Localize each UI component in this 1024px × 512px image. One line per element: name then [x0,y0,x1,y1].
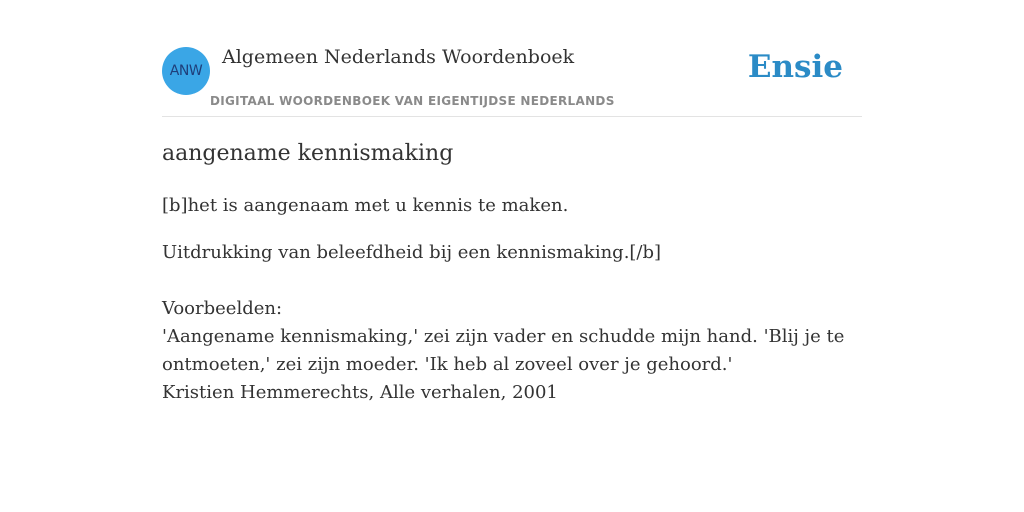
header [162,40,862,117]
examples-label: Voorbeelden: [162,298,283,319]
dictionary-title[interactable]: Algemeen Nederlands Woordenboek [222,46,575,68]
entry-content [162,138,862,407]
example-source: Kristien Hemmerechts, Alle verhalen, 2001 [162,382,558,403]
example-text-line: 'Aangename kennismaking,' zei zijn vader en schudde mijn hand. 'Blij je te [162,326,845,347]
dictionary-subtitle: DIGITAAL WOORDENBOEK VAN EIGENTIJDSE NEDERLANDS [210,94,615,108]
example-text-line: ontmoeten,' zei zijn moeder. 'Ik heb al zoveel over je gehoord.' [162,354,733,375]
ensie-logo[interactable]: Ensie [747,49,843,85]
examples-block [162,295,862,407]
anw-logo[interactable]: ANW [162,47,210,95]
entry-explanation-line: Uitdrukking van beleefdheid bij een kennismaking.[/b] [162,242,662,263]
entry-title: aangename kennismaking [162,141,454,166]
entry-definition-line: [b]het is aangenaam met u kennis te maken. [162,195,569,216]
